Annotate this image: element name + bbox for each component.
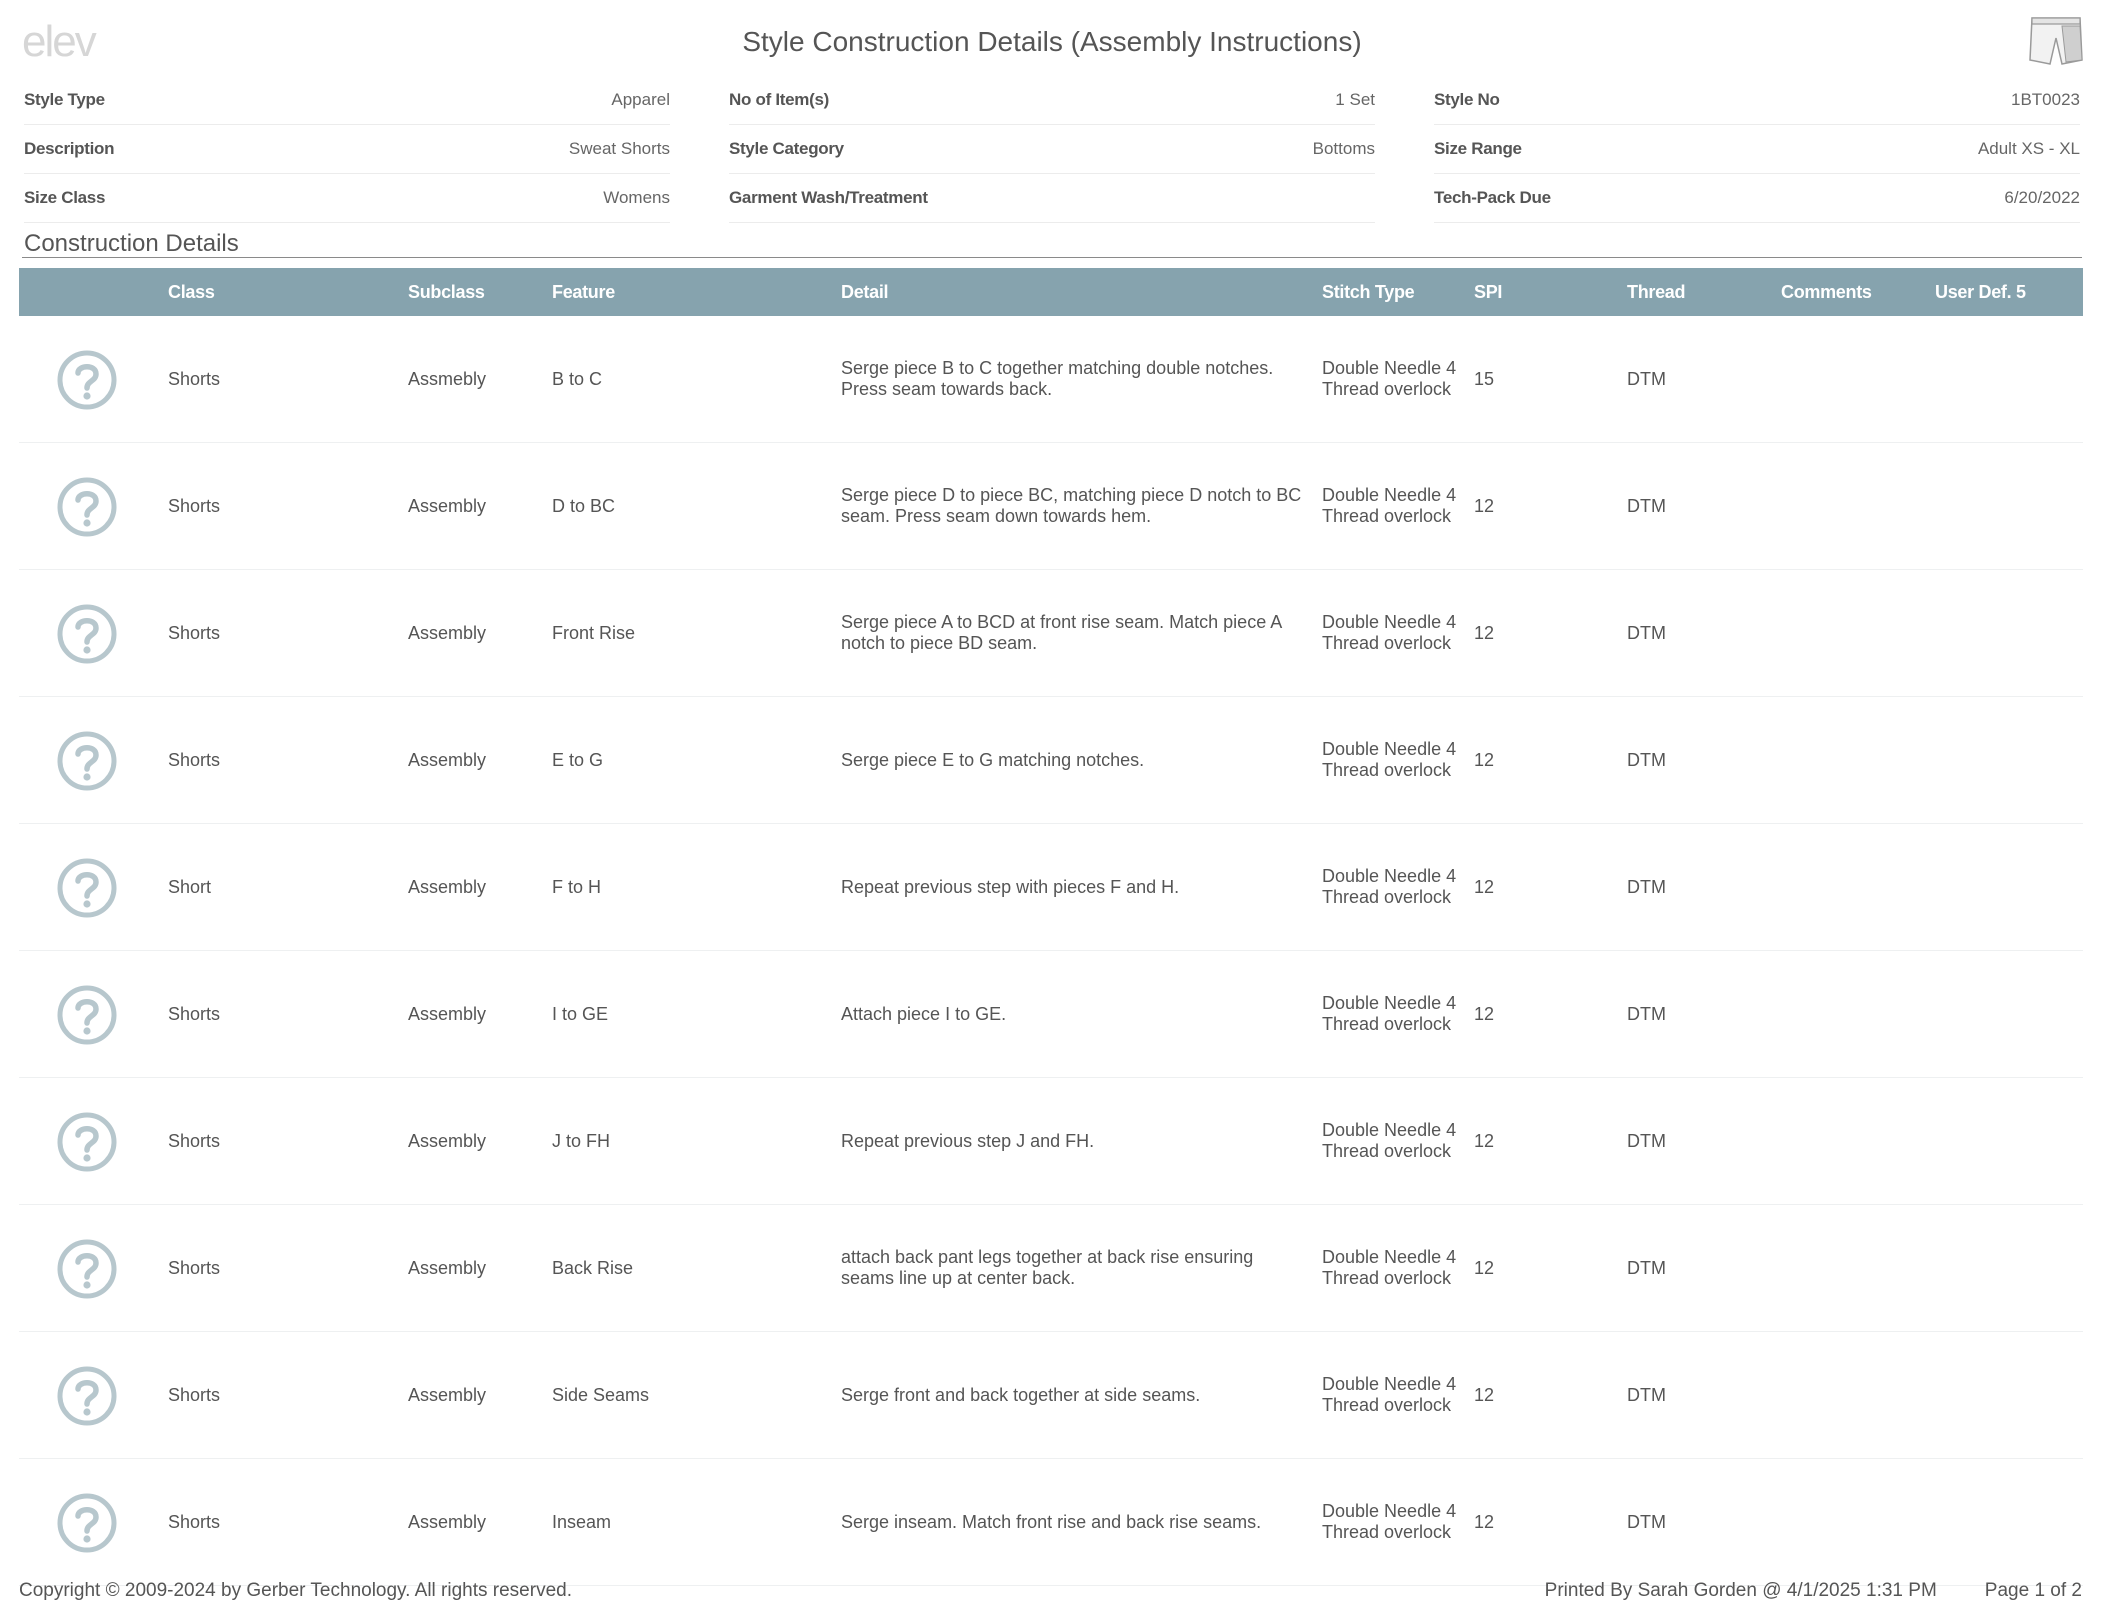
info-value: Apparel: [611, 90, 670, 109]
cell-detail: Serge piece D to piece BC, matching piece D notch to BC seam. Press seam down towards hem.: [841, 485, 1302, 526]
cell-class: Shorts: [168, 622, 221, 643]
cell-feature: I to GE: [552, 1003, 609, 1024]
cell-class: Shorts: [168, 1130, 221, 1151]
question-icon: [57, 731, 117, 791]
table-row: [19, 697, 2083, 824]
cell-class: Shorts: [168, 1511, 221, 1532]
header-comments: Comments: [1781, 282, 1872, 302]
printed-by-text: Printed By Sarah Gorden @ 4/1/2025 1:31 PM: [1544, 1580, 1937, 1601]
question-icon: [57, 858, 117, 918]
cell-stitch-type: Double Needle 4 Thread overlock: [1322, 1120, 1457, 1161]
construction-table: [19, 268, 2083, 1586]
table-row: [19, 1459, 2083, 1586]
cell-feature: B to C: [552, 368, 603, 389]
cell-class: Shorts: [168, 1257, 221, 1278]
cell-comments: [1781, 1205, 1921, 1331]
info-row: [729, 174, 1375, 223]
cell-spi: 12: [1474, 622, 1495, 643]
cell-subclass: Assembly: [408, 1130, 487, 1151]
cell-subclass: Assembly: [408, 622, 487, 643]
info-row: [24, 125, 670, 174]
cell-comments: [1781, 316, 1921, 442]
cell-spi: 12: [1474, 1257, 1495, 1278]
cell-thread: DTM: [1627, 622, 1666, 643]
cell-subclass: Assembly: [408, 749, 487, 770]
page-number: Page 1 of 2: [1984, 1580, 2082, 1601]
table-row: [19, 443, 2083, 570]
cell-feature: Side Seams: [552, 1384, 650, 1405]
cell-user-def-5: [1935, 1459, 2075, 1585]
info-label: Style No: [1434, 90, 1500, 109]
info-label: No of Item(s): [729, 90, 829, 109]
info-column-1: [24, 76, 670, 223]
info-value: Sweat Shorts: [568, 139, 670, 158]
info-label: Size Class: [24, 188, 106, 207]
cell-spi: 12: [1474, 876, 1495, 897]
info-row: [729, 76, 1375, 125]
cell-comments: [1781, 443, 1921, 569]
cell-thread: DTM: [1627, 749, 1666, 770]
section-title: Construction Details: [24, 230, 239, 257]
cell-detail: attach back pant legs together at back rise ensuring seams line up at center back.: [841, 1247, 1254, 1288]
info-label: Description: [24, 139, 115, 158]
cell-stitch-type: Double Needle 4 Thread overlock: [1322, 993, 1457, 1034]
cell-stitch-type: Double Needle 4 Thread overlock: [1322, 485, 1457, 526]
table-row: [19, 316, 2083, 443]
info-column-3: [1434, 76, 2080, 223]
shorts-sketch-icon: [2026, 14, 2086, 70]
cell-thread: DTM: [1627, 1130, 1666, 1151]
info-row: [729, 125, 1375, 174]
cell-user-def-5: [1935, 570, 2075, 696]
cell-feature: Inseam: [552, 1511, 612, 1532]
cell-detail: Serge piece B to C together matching double notches. Press seam towards back.: [841, 358, 1274, 399]
logo-text: elev: [22, 17, 95, 66]
cell-subclass: Assmebly: [408, 368, 487, 389]
table-row: [19, 951, 2083, 1078]
header-feature: Feature: [552, 282, 615, 302]
info-label: Style Type: [24, 90, 105, 109]
cell-class: Shorts: [168, 495, 221, 516]
cell-subclass: Assembly: [408, 1511, 487, 1532]
cell-subclass: Assembly: [408, 1257, 487, 1278]
table-row: [19, 1332, 2083, 1459]
question-icon: [57, 1366, 117, 1426]
header-user-def-5: User Def. 5: [1935, 282, 2026, 302]
info-value: 1BT0023: [2011, 90, 2080, 109]
cell-detail: Repeat previous step J and FH.: [841, 1130, 1095, 1151]
cell-comments: [1781, 570, 1921, 696]
section-divider: [22, 257, 2082, 258]
cell-feature: D to BC: [552, 495, 616, 516]
cell-comments: [1781, 1332, 1921, 1458]
table-header: [19, 268, 2083, 316]
header-stitch-type: Stitch Type: [1322, 282, 1415, 302]
cell-subclass: Assembly: [408, 495, 487, 516]
cell-user-def-5: [1935, 316, 2075, 442]
info-value: 1 Set: [1335, 90, 1375, 109]
question-icon: [57, 604, 117, 664]
question-icon: [57, 1239, 117, 1299]
info-value: 6/20/2022: [2004, 188, 2080, 207]
page-title: Style Construction Details (Assembly Instructions): [742, 26, 1362, 57]
info-value: Adult XS - XL: [1977, 139, 2080, 158]
cell-class: Shorts: [168, 1003, 221, 1024]
cell-class: Shorts: [168, 368, 221, 389]
cell-feature: Front Rise: [552, 622, 636, 643]
cell-feature: F to H: [552, 876, 602, 897]
info-row: [1434, 125, 2080, 174]
info-column-2: [729, 76, 1375, 223]
cell-thread: DTM: [1627, 1384, 1666, 1405]
cell-detail: Serge inseam. Match front rise and back rise seams.: [841, 1511, 1262, 1532]
info-value: Womens: [603, 188, 670, 207]
cell-detail: Serge piece A to BCD at front rise seam. Match piece A notch to piece BD seam.: [841, 612, 1282, 653]
print-info: [1545, 1580, 2082, 1602]
header-thread: Thread: [1627, 282, 1686, 302]
cell-stitch-type: Double Needle 4 Thread overlock: [1322, 1501, 1457, 1542]
cell-spi: 12: [1474, 1511, 1495, 1532]
table-row: [19, 1205, 2083, 1332]
question-icon: [57, 350, 117, 410]
table-row: [19, 824, 2083, 951]
header-class: Class: [168, 282, 215, 302]
info-label: Tech-Pack Due: [1434, 188, 1551, 207]
question-icon: [57, 1493, 117, 1553]
table-body: [19, 316, 2083, 1586]
cell-feature: J to FH: [552, 1130, 611, 1151]
cell-user-def-5: [1935, 1078, 2075, 1204]
table-row: [19, 570, 2083, 697]
cell-class: Short: [168, 876, 212, 897]
cell-spi: 12: [1474, 1003, 1495, 1024]
cell-user-def-5: [1935, 824, 2075, 950]
info-label: Size Range: [1434, 139, 1522, 158]
cell-thread: DTM: [1627, 876, 1666, 897]
cell-feature: E to G: [552, 749, 604, 770]
cell-subclass: Assembly: [408, 876, 487, 897]
cell-detail: Serge piece E to G matching notches.: [841, 749, 1145, 770]
cell-detail: Repeat previous step with pieces F and H.: [841, 876, 1180, 897]
info-label: Style Category: [729, 139, 844, 158]
cell-comments: [1781, 951, 1921, 1077]
cell-subclass: Assembly: [408, 1384, 487, 1405]
cell-comments: [1781, 1459, 1921, 1585]
cell-stitch-type: Double Needle 4 Thread overlock: [1322, 739, 1457, 780]
info-value: Bottoms: [1312, 139, 1375, 158]
cell-spi: 12: [1474, 1130, 1495, 1151]
question-icon: [57, 985, 117, 1045]
cell-thread: DTM: [1627, 1511, 1666, 1532]
cell-stitch-type: Double Needle 4 Thread overlock: [1322, 1247, 1457, 1288]
info-row: [24, 174, 670, 223]
cell-user-def-5: [1935, 1332, 2075, 1458]
header-spi: SPI: [1474, 282, 1503, 302]
header-detail: Detail: [841, 282, 889, 302]
cell-spi: 12: [1474, 495, 1495, 516]
cell-thread: DTM: [1627, 368, 1666, 389]
table-row: [19, 1078, 2083, 1205]
cell-user-def-5: [1935, 697, 2075, 823]
cell-stitch-type: Double Needle 4 Thread overlock: [1322, 358, 1457, 399]
cell-user-def-5: [1935, 443, 2075, 569]
info-row: [1434, 174, 2080, 223]
cell-comments: [1781, 697, 1921, 823]
question-icon: [57, 1112, 117, 1172]
cell-spi: 12: [1474, 1384, 1495, 1405]
cell-spi: 15: [1474, 368, 1495, 389]
cell-detail: Serge front and back together at side seams.: [841, 1384, 1201, 1405]
question-icon: [57, 477, 117, 537]
cell-comments: [1781, 1078, 1921, 1204]
cell-class: Shorts: [168, 1384, 221, 1405]
cell-thread: DTM: [1627, 1003, 1666, 1024]
cell-spi: 12: [1474, 749, 1495, 770]
cell-thread: DTM: [1627, 1257, 1666, 1278]
cell-subclass: Assembly: [408, 1003, 487, 1024]
info-label: Garment Wash/Treatment: [729, 188, 928, 207]
cell-comments: [1781, 824, 1921, 950]
info-row: [1434, 76, 2080, 125]
copyright-text: Copyright © 2009-2024 by Gerber Technology. All rights reserved.: [19, 1580, 572, 1601]
cell-user-def-5: [1935, 951, 2075, 1077]
cell-stitch-type: Double Needle 4 Thread overlock: [1322, 612, 1457, 653]
info-row: [24, 76, 670, 125]
cell-stitch-type: Double Needle 4 Thread overlock: [1322, 866, 1457, 907]
cell-class: Shorts: [168, 749, 221, 770]
cell-stitch-type: Double Needle 4 Thread overlock: [1322, 1374, 1457, 1415]
cell-feature: Back Rise: [552, 1257, 634, 1278]
cell-user-def-5: [1935, 1205, 2075, 1331]
header-subclass: Subclass: [408, 282, 485, 302]
cell-thread: DTM: [1627, 495, 1666, 516]
cell-detail: Attach piece I to GE.: [841, 1003, 1007, 1024]
